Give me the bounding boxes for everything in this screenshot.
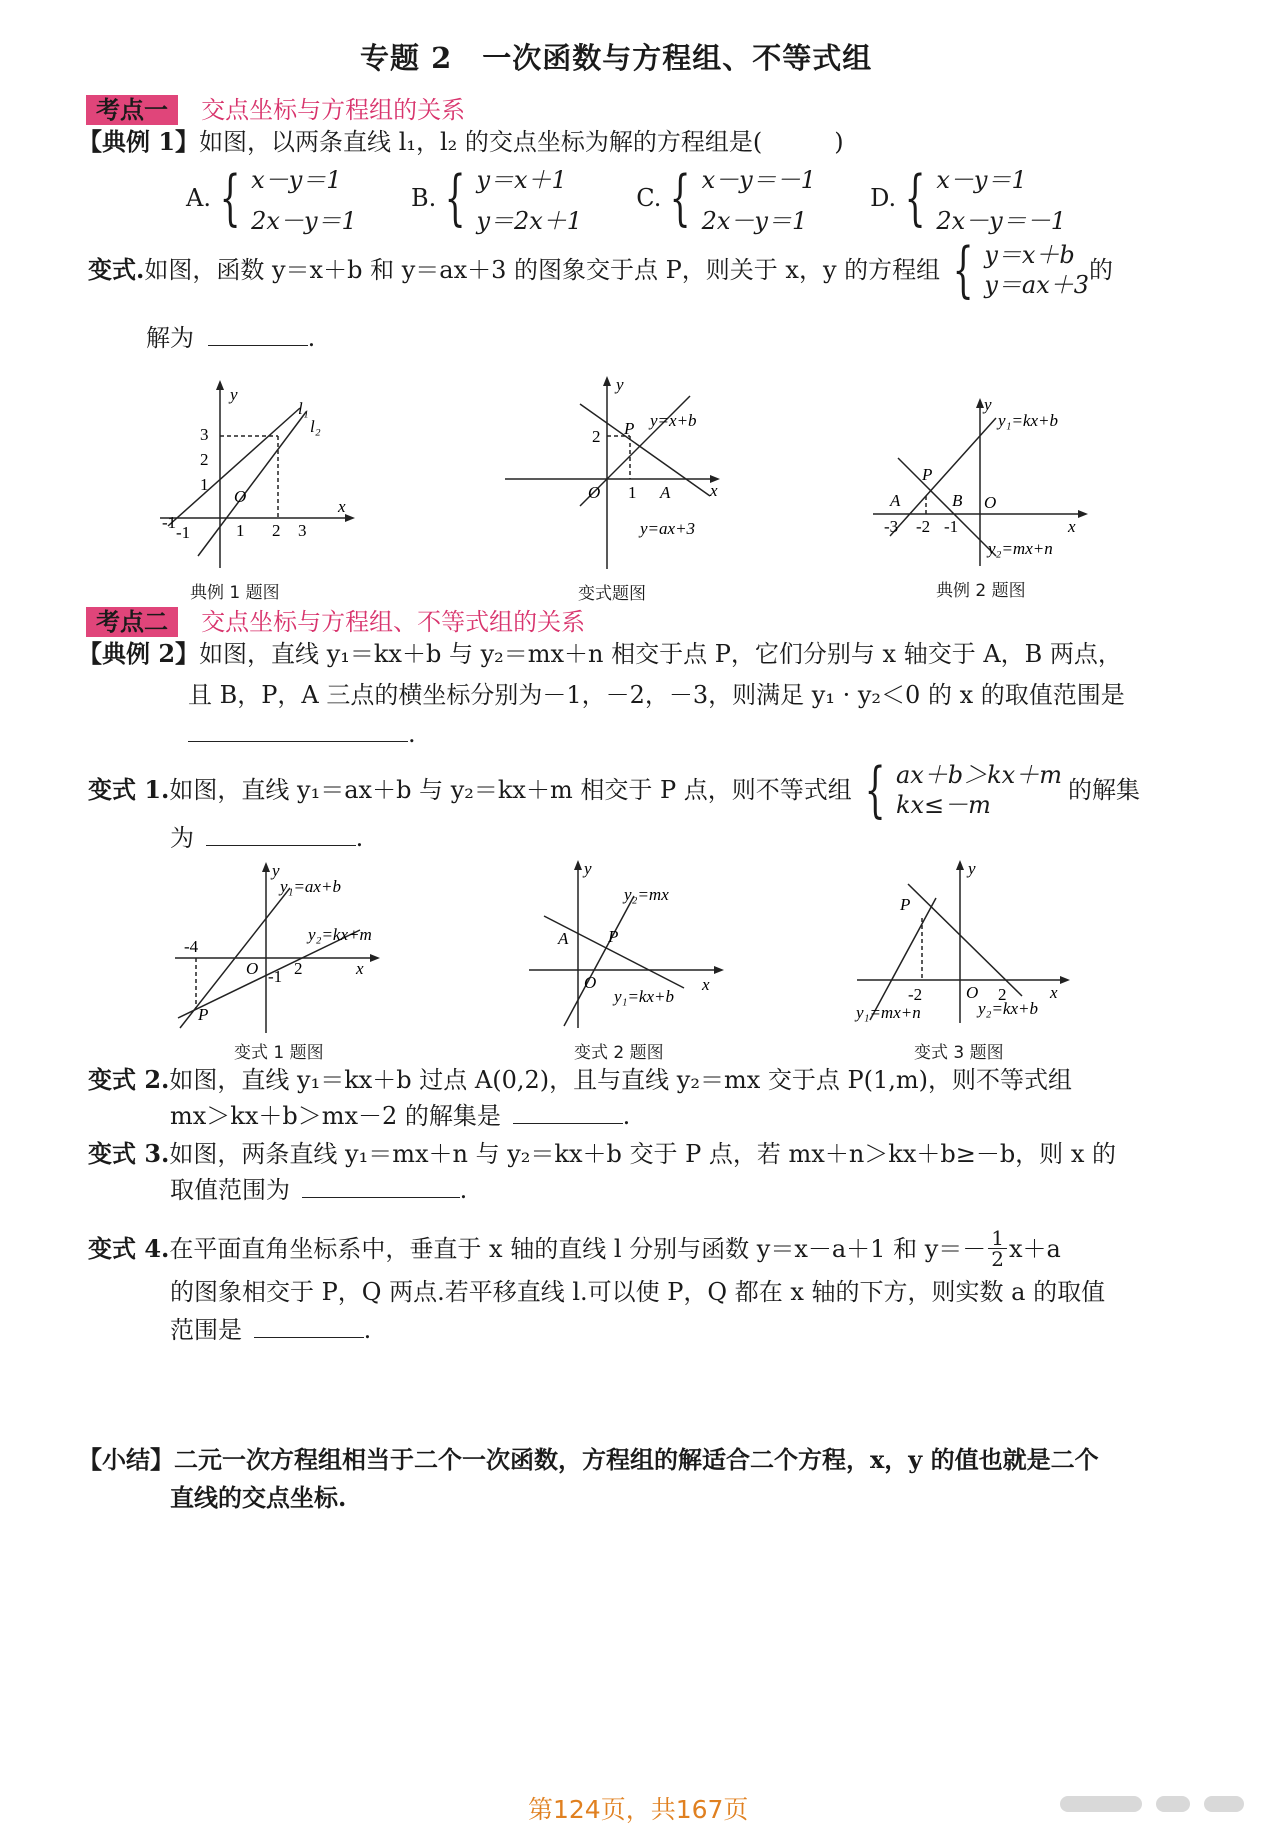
variant-text: 范围是 [170,1316,242,1344]
answer-blank[interactable] [206,844,356,846]
line-label: l₂ [310,417,321,436]
figure-caption: 变式 1 题图 [234,1043,324,1063]
variant-0 [88,235,1113,305]
tick-label: 1 [200,475,209,494]
figure-caption: 典例 2 题图 [936,581,1026,601]
arrow-icon [370,954,380,962]
point-label: A [890,491,901,510]
tick-label: 3 [200,425,209,444]
tick-label: 3 [298,521,307,540]
axis-label: x [338,497,346,516]
arrow-icon [574,860,582,870]
brace-icon: { [669,163,692,233]
fraction-denominator: 2 [991,1247,1004,1271]
point-label: P [608,927,619,946]
figure-caption: 典例 1 题图 [190,583,280,603]
summary-line-2: 直线的交点坐标. [170,1483,347,1512]
arrow-icon [976,398,984,408]
origin-label: O [246,959,259,978]
variant-text: 在平面直角坐标系中，垂直于 x 轴的直线 l 分别与函数 y＝x－a＋1 和 y＝－ [169,1234,987,1263]
example-text: 如图，直线 y₁＝kx＋b 与 y₂＝mx＋n 相交于点 P，它们分别与 x 轴交于 A，B 两点， [199,640,1122,668]
variant-tail: 的解集 [1067,776,1140,804]
tick-label: -1 [176,523,191,542]
graph-example-1 [150,378,360,603]
point-label: A [660,483,671,502]
axis-label: x [356,959,364,978]
variant-text: 如图，函数 y＝x＋b 和 y＝ax＋3 的图象交于点 P，则关于 x，y 的方程组 [144,256,941,284]
tick-label: 1 [236,521,245,540]
tick-label: -1 [162,513,177,532]
axis-label: y [616,375,624,394]
variant-3-line-2 [170,1178,467,1202]
variant-label: 变式 3. [88,1139,170,1168]
fraction-numerator: 1 [988,1228,1007,1249]
option-c[interactable] [636,160,816,236]
origin-label: O [234,487,247,506]
line-label: y₁=mx+n [856,1003,921,1022]
section-tag: 考点二 [86,607,178,637]
origin-label: O [584,973,597,992]
zoom-slider[interactable] [1060,1796,1142,1812]
variant-2-line-1 [88,1065,1073,1094]
answer-blank[interactable] [188,740,408,742]
variant-4-line-1 [88,1228,1061,1269]
arrow-icon [1078,510,1088,518]
eq-row: 2x－y＝1 [701,207,808,235]
brace-icon: { [444,163,466,233]
origin-label: O [984,493,997,512]
example-2-line-2: 且 B，P，A 三点的横坐标分别为－1，－2，－3，则满足 y₁ · y₂＜0 的 x 的取值范围是 [188,681,1125,709]
page-indicator: 第124页，共167页 [528,1795,749,1824]
page-title: 专题 2 一次函数与方程组、不等式组 [360,41,873,75]
brace-icon: { [864,755,886,825]
line-label: y=ax+3 [640,519,696,538]
brace-icon: { [952,235,974,305]
tick-label: -2 [916,517,931,536]
axis-label: y [230,385,238,404]
answer-prompt: 解为 [146,324,194,352]
brace-icon: { [219,163,241,233]
tick-label: 2 [200,450,209,469]
point-label: B [952,491,963,510]
option-letter: A. [186,184,211,212]
scroll-handle[interactable] [1156,1796,1190,1812]
tick-label: -1 [268,967,283,986]
period: . [408,720,416,748]
example-2-answer [188,722,416,746]
point-label: P [198,1005,209,1024]
axis-label: y [272,861,280,880]
answer-blank[interactable] [254,1336,364,1338]
brace-icon: { [904,163,926,233]
line-label: l₁ [298,399,309,418]
period: . [355,824,364,852]
variant-text: x＋a [1009,1234,1061,1263]
line-label: y₁=kx+b [614,987,674,1006]
figure-caption: 变式 2 题图 [574,1043,664,1063]
axis-label: x [1068,517,1076,536]
viewer-controls [1060,1794,1260,1816]
fraction [988,1228,1007,1269]
axis-label: x [702,975,710,994]
tick-label: 2 [998,985,1007,1004]
period: . [307,324,316,352]
arrow-icon [262,862,270,872]
tick-label: 2 [294,959,303,978]
point-label: P [624,419,635,438]
eq-row: y＝x＋1 [476,166,567,194]
eq-row: 2x－y＝1 [251,207,357,235]
tick-label: 2 [592,427,601,446]
arrow-icon [603,376,611,386]
scroll-handle[interactable] [1204,1796,1244,1812]
point-label: A [558,929,569,948]
option-a[interactable] [186,160,357,236]
axis-label: x [710,481,718,500]
tick-label: 2 [272,521,281,540]
answer-blank[interactable] [513,1122,623,1124]
graph-variant-1 [170,858,410,1063]
period: . [622,1102,631,1130]
answer-blank[interactable] [208,344,308,346]
figure-caption: 变式题图 [578,584,646,604]
variant-label: 变式 2. [88,1065,170,1094]
point-label: P [900,895,911,914]
eq-row: y＝2x＋1 [476,207,583,235]
eq-row: kx≤－m [895,791,991,819]
summary-line-1 [78,1445,1099,1474]
example-label: 【典例 2】 [78,639,200,668]
eq-row: y＝x＋b [984,241,1075,269]
eq-row: x－y＝1 [251,166,342,194]
tick-label: 1 [628,483,637,502]
variant-label: 变式. [88,255,145,284]
section-title: 交点坐标与方程组的关系 [201,96,466,124]
option-letter: C. [636,184,662,212]
line-y2 [908,884,1022,996]
arrow-icon [956,860,964,870]
option-b[interactable] [411,160,582,236]
variant-text: mx＞kx＋b＞mx－2 的解集是 [170,1102,501,1130]
graph-variant [500,374,730,604]
line-label: y₁=ax+b [280,877,341,896]
line-label: y₁=kx+b [998,411,1058,430]
eq-row: 2x－y＝－1 [936,207,1066,235]
line-label: y=x+b [650,411,697,430]
arrow-icon [345,514,355,522]
tick-label: -2 [908,985,923,1004]
option-letter: B. [410,184,437,212]
axis-label: x [1050,983,1058,1002]
example-label: 【典例 1】 [78,127,200,156]
axis-label: y [984,396,992,414]
variant-4-line-3 [170,1318,371,1342]
line-y1 [870,898,936,1020]
origin-label: O [588,483,601,502]
tick-label: -4 [184,937,199,956]
summary-label: 【小结】 [78,1445,174,1474]
eq-row: y＝ax＋3 [984,271,1089,299]
axis-label: y [584,859,592,878]
variant-0-answer [146,326,315,350]
variant-3-line-1 [88,1139,1116,1168]
eq-row: x－y＝1 [936,166,1027,194]
arrow-icon [1060,976,1070,984]
example-2-line-1 [78,639,1122,668]
tick-label: -3 [884,517,899,536]
line-label: y₂=kx+b [978,999,1038,1018]
variant-label: 变式 1. [88,775,170,804]
eq-row: x－y＝－1 [701,166,816,194]
variant-4-line-2: 的图象相交于 P，Q 两点.若平移直线 l.可以使 P，Q 都在 x 轴的下方，则实数 a 的取值 [170,1278,1106,1306]
line-y2 [564,896,634,1026]
point-label: P [922,465,933,484]
variant-2-line-2 [170,1104,630,1128]
variant-tail: 的 [1089,256,1113,284]
section-title: 交点坐标与方程组、不等式组的关系 [201,608,586,636]
graph-variant-2 [524,858,744,1063]
eq-row: ax＋b＞kx＋m [895,761,1062,789]
line-label: y₂=mx+n [988,539,1053,558]
line-label: y₂=kx+m [308,925,372,944]
example-1-stem [78,127,844,156]
origin-label: O [966,983,979,1002]
option-letter: D. [870,184,897,212]
graph-example-2 [868,396,1098,601]
variant-text: 如图，直线 y₁＝ax＋b 与 y₂＝kx＋m 相交于 P 点，则不等式组 [169,776,852,804]
section-tag: 考点一 [86,95,178,125]
period: . [459,1176,468,1204]
section-header-1 [86,90,465,125]
line-label: y₂=mx [624,885,669,904]
figure-caption: 变式 3 题图 [914,1043,1004,1063]
variant-text: 如图，两条直线 y₁＝mx＋n 与 y₂＝kx＋b 交于 P 点，若 mx＋n＞kx＋b≥－b，则 x 的 [169,1140,1116,1168]
axis-label: y [968,859,976,878]
example-text: 如图，以两条直线 l₁，l₂ 的交点坐标为解的方程组是( ) [199,128,844,156]
arrow-icon [216,380,224,390]
variant-1-answer [170,826,363,850]
period: . [363,1316,372,1344]
variant-label: 变式 4. [88,1233,170,1263]
summary-text: 二元一次方程组相当于二个一次函数，方程组的解适合二个方程，x，y 的值也就是二个 [174,1445,1099,1474]
tick-label: -1 [944,517,959,536]
variant-text: 取值范围为 [170,1176,290,1204]
example-1-options [186,160,1066,236]
answer-prompt: 为 [170,824,194,852]
arrow-icon [714,966,724,974]
answer-blank[interactable] [302,1196,460,1198]
section-header-2 [86,602,585,637]
option-d[interactable] [870,160,1066,236]
variant-text: 如图，直线 y₁＝kx＋b 过点 A(0,2)，且与直线 y₂＝mx 交于点 P(1,m)，则不等式组 [169,1066,1073,1094]
graph-variant-3 [852,858,1092,1063]
variant-1 [88,755,1140,825]
